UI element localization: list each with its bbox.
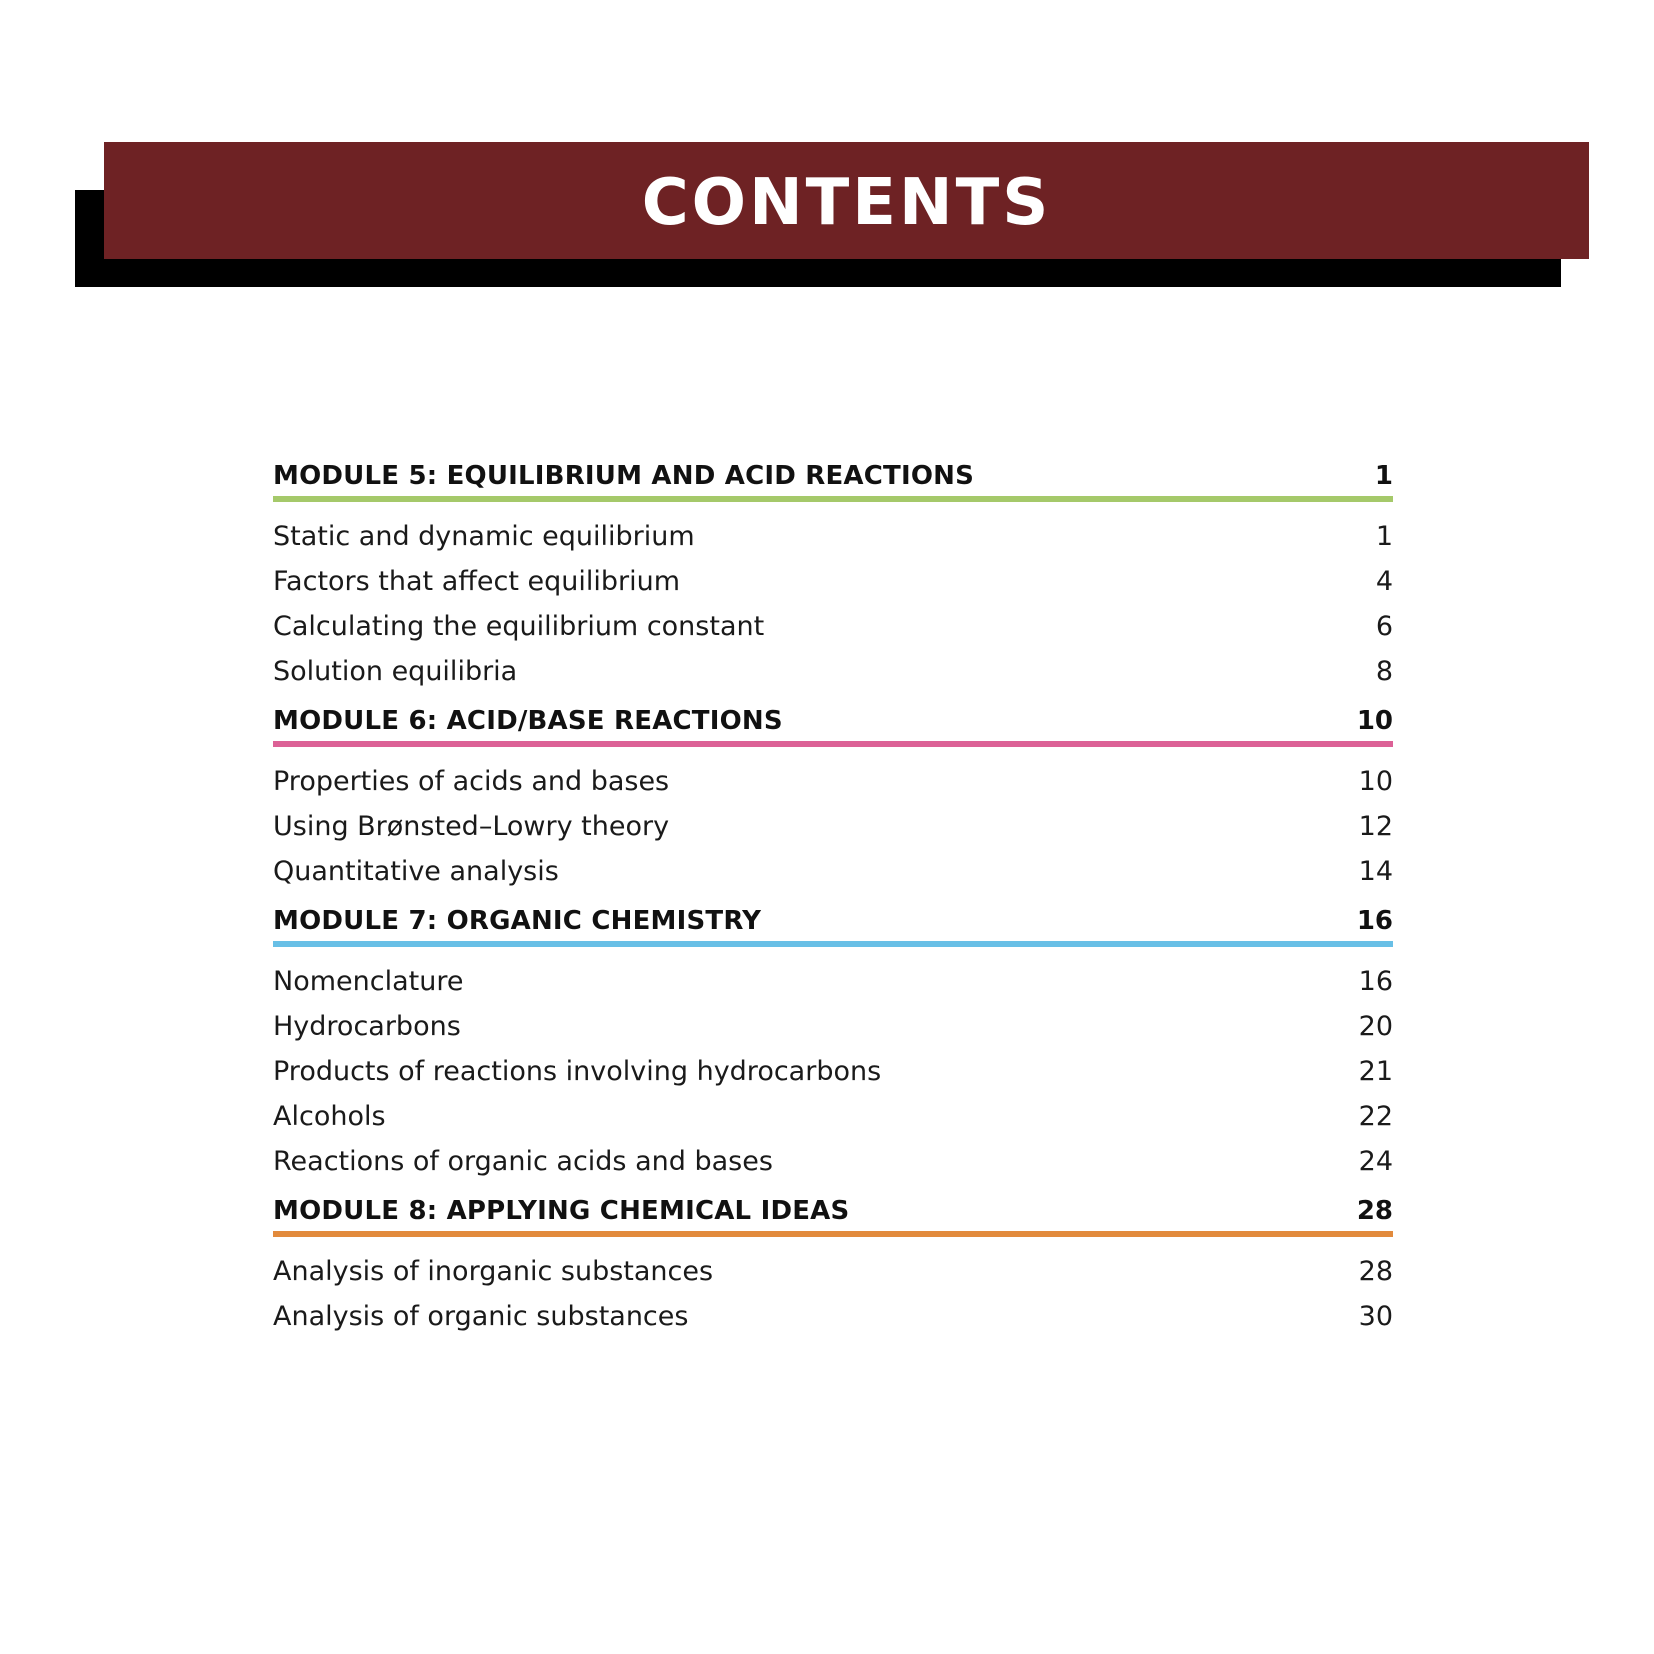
entry-page-number: 12 <box>1358 811 1393 842</box>
module-page-number: 28 <box>1356 1196 1393 1226</box>
toc-entry[interactable] <box>273 559 1393 604</box>
toc-entry[interactable] <box>273 1049 1393 1094</box>
module-page-number: 10 <box>1356 706 1393 736</box>
entry-page-number: 6 <box>1375 611 1393 642</box>
toc-entry[interactable] <box>273 604 1393 649</box>
module-entries <box>273 959 1393 1184</box>
entry-page-number: 20 <box>1358 1011 1393 1042</box>
entry-page-number: 1 <box>1375 521 1393 552</box>
entry-page-number: 30 <box>1358 1301 1393 1332</box>
module-page-number: 1 <box>1374 461 1393 491</box>
module-title: MODULE 7: ORGANIC CHEMISTRY <box>273 906 762 936</box>
entry-label: Hydrocarbons <box>273 1011 461 1042</box>
toc-entry[interactable] <box>273 759 1393 804</box>
toc-module <box>273 903 1393 1184</box>
module-header[interactable] <box>273 458 1393 502</box>
toc-entry[interactable] <box>273 804 1393 849</box>
toc-entry[interactable] <box>273 849 1393 894</box>
module-header[interactable] <box>273 903 1393 947</box>
entry-label: Nomenclature <box>273 966 464 997</box>
module-entries <box>273 1249 1393 1339</box>
toc-entry[interactable] <box>273 1294 1393 1339</box>
entry-page-number: 10 <box>1358 766 1393 797</box>
entry-page-number: 28 <box>1358 1256 1393 1287</box>
entry-page-number: 21 <box>1358 1056 1393 1087</box>
entry-page-number: 8 <box>1375 656 1393 687</box>
entry-label: Products of reactions involving hydrocarbons <box>273 1056 882 1087</box>
module-title: MODULE 5: EQUILIBRIUM AND ACID REACTIONS <box>273 461 975 491</box>
entry-page-number: 16 <box>1358 966 1393 997</box>
toc-module <box>273 703 1393 894</box>
module-title: MODULE 6: ACID/BASE REACTIONS <box>273 706 783 736</box>
title-banner <box>104 142 1589 259</box>
entry-page-number: 14 <box>1358 856 1393 887</box>
entry-label: Factors that affect equilibrium <box>273 566 681 597</box>
entry-page-number: 24 <box>1358 1146 1393 1177</box>
toc-entry[interactable] <box>273 1094 1393 1139</box>
entry-label: Properties of acids and bases <box>273 766 670 797</box>
entry-label: Reactions of organic acids and bases <box>273 1146 773 1177</box>
toc-entry[interactable] <box>273 514 1393 559</box>
entry-label: Using Brønsted–Lowry theory <box>273 811 670 842</box>
page-title: CONTENTS <box>641 165 1052 240</box>
toc-entry[interactable] <box>273 649 1393 694</box>
toc-entry[interactable] <box>273 1139 1393 1184</box>
toc-module <box>273 458 1393 694</box>
module-header[interactable] <box>273 703 1393 747</box>
toc-entry[interactable] <box>273 1004 1393 1049</box>
module-title: MODULE 8: APPLYING CHEMICAL IDEAS <box>273 1196 850 1226</box>
entry-label: Quantitative analysis <box>273 856 559 887</box>
module-entries <box>273 759 1393 894</box>
toc-entry[interactable] <box>273 1249 1393 1294</box>
table-of-contents <box>273 458 1393 1348</box>
entry-label: Analysis of organic substances <box>273 1301 689 1332</box>
entry-label: Static and dynamic equilibrium <box>273 521 695 552</box>
toc-entry[interactable] <box>273 959 1393 1004</box>
module-header[interactable] <box>273 1193 1393 1237</box>
entry-label: Analysis of inorganic substances <box>273 1256 714 1287</box>
module-page-number: 16 <box>1356 906 1393 936</box>
module-entries <box>273 514 1393 694</box>
toc-module <box>273 1193 1393 1339</box>
entry-label: Alcohols <box>273 1101 386 1132</box>
entry-page-number: 22 <box>1358 1101 1393 1132</box>
entry-label: Solution equilibria <box>273 656 518 687</box>
entry-page-number: 4 <box>1375 566 1393 597</box>
entry-label: Calculating the equilibrium constant <box>273 611 765 642</box>
